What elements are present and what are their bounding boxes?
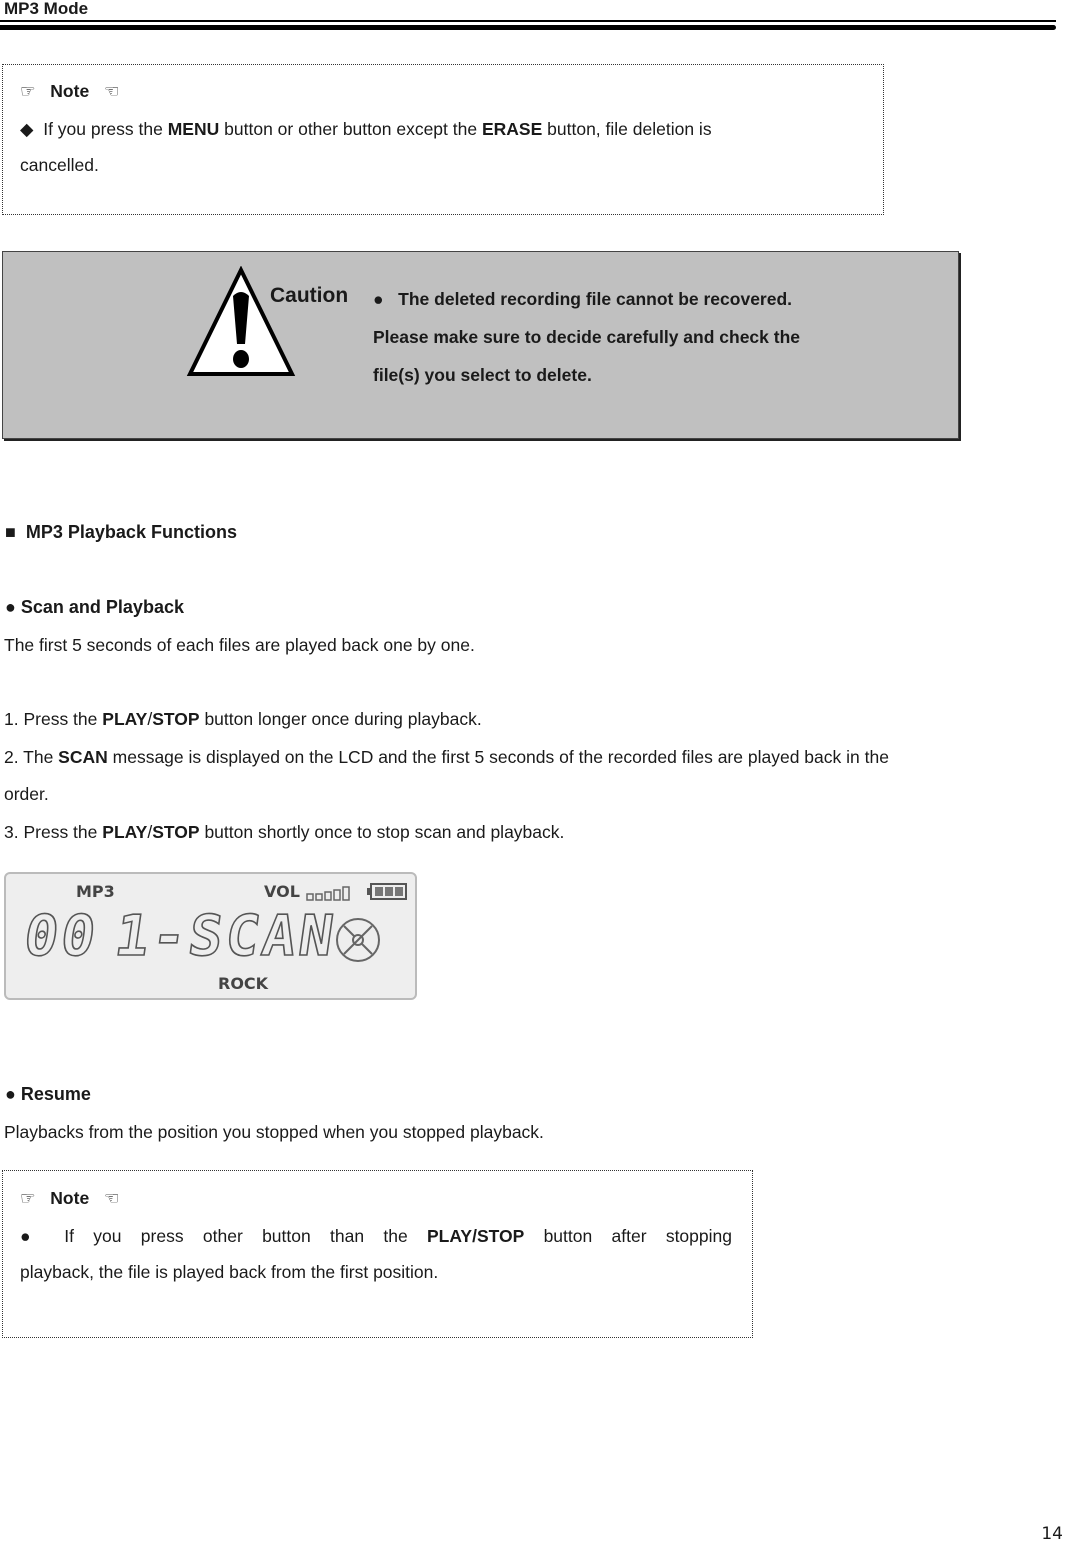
diamond-bullet-icon: ◆ <box>20 119 34 139</box>
caution-text: ● The deleted recording file cannot be recovered. Please make sure to decide carefully and check the file(s) you select to delete. <box>373 289 801 385</box>
header-rule-thin <box>0 20 1056 22</box>
note-title: Note <box>50 81 90 101</box>
circle-bullet-icon: ● <box>20 1226 45 1246</box>
caution-bullet-icon: ● <box>373 289 384 309</box>
note-heading <box>20 73 119 109</box>
section-heading: ■ MP3 Playback Functions <box>5 522 237 542</box>
circle-bullet-icon: ● <box>5 597 16 617</box>
note-text: ● If you press other button than the PLAY/STOP button after stopping <box>20 1226 732 1246</box>
scan-heading: ● Scan and Playback <box>5 597 184 617</box>
caution-label: Caution <box>270 284 349 307</box>
note-text: ◆ If you press the MENU button or other button except the ERASE button, file deletion is <box>20 119 712 139</box>
erase-button-ref: ERASE <box>481 119 543 139</box>
lcd-display <box>4 872 417 1000</box>
lcd-vol-label: VOL <box>264 882 300 901</box>
scan-step-2: 2. The SCAN message is displayed on the LCD and the first 5 seconds of the recorded files are played back in the <box>4 747 889 767</box>
pointing-left-hand-icon: ☜ <box>103 81 120 101</box>
note-box-resume <box>2 1170 753 1338</box>
header-rule-thick <box>0 25 1056 30</box>
pointing-right-hand-icon: ☞ <box>20 81 36 101</box>
volume-bars-icon <box>306 886 352 902</box>
resume-description: Playbacks from the position you stopped when you stopped playback. <box>4 1122 544 1142</box>
page-header-title: MP3 Mode <box>4 0 89 18</box>
battery-icon <box>366 882 408 902</box>
circle-bullet-icon: ● <box>5 1084 16 1104</box>
disc-icon <box>334 916 382 964</box>
note-title: Note <box>50 1188 90 1208</box>
lcd-scan-message: 1-SCAN <box>111 904 341 969</box>
page-number: 14 <box>1041 1524 1063 1544</box>
lcd-track-number: 00 <box>20 904 103 969</box>
resume-heading: ● Resume <box>5 1084 91 1104</box>
lcd-eq-label: ROCK <box>218 974 269 993</box>
square-bullet-icon: ■ <box>5 522 16 542</box>
note-text-line2: cancelled. <box>20 155 99 175</box>
note-heading <box>20 1180 119 1216</box>
note-text-line2: playback, the file is played back from the first position. <box>20 1262 439 1282</box>
note-box-erase <box>2 64 884 215</box>
pointing-left-hand-icon: ☜ <box>103 1188 120 1208</box>
scan-description: The first 5 seconds of each files are played back one by one. <box>4 635 475 655</box>
lcd-mode-label: MP3 <box>76 882 115 901</box>
pointing-right-hand-icon: ☞ <box>20 1188 36 1208</box>
scan-step-3: 3. Press the PLAY/STOP button shortly once to stop scan and playback. <box>4 822 565 842</box>
warning-triangle-icon <box>186 266 296 378</box>
scan-step-2-line2: order. <box>4 784 49 804</box>
menu-button-ref: MENU <box>167 119 220 139</box>
scan-step-1: 1. Press the PLAY/STOP button longer once during playback. <box>4 709 482 729</box>
